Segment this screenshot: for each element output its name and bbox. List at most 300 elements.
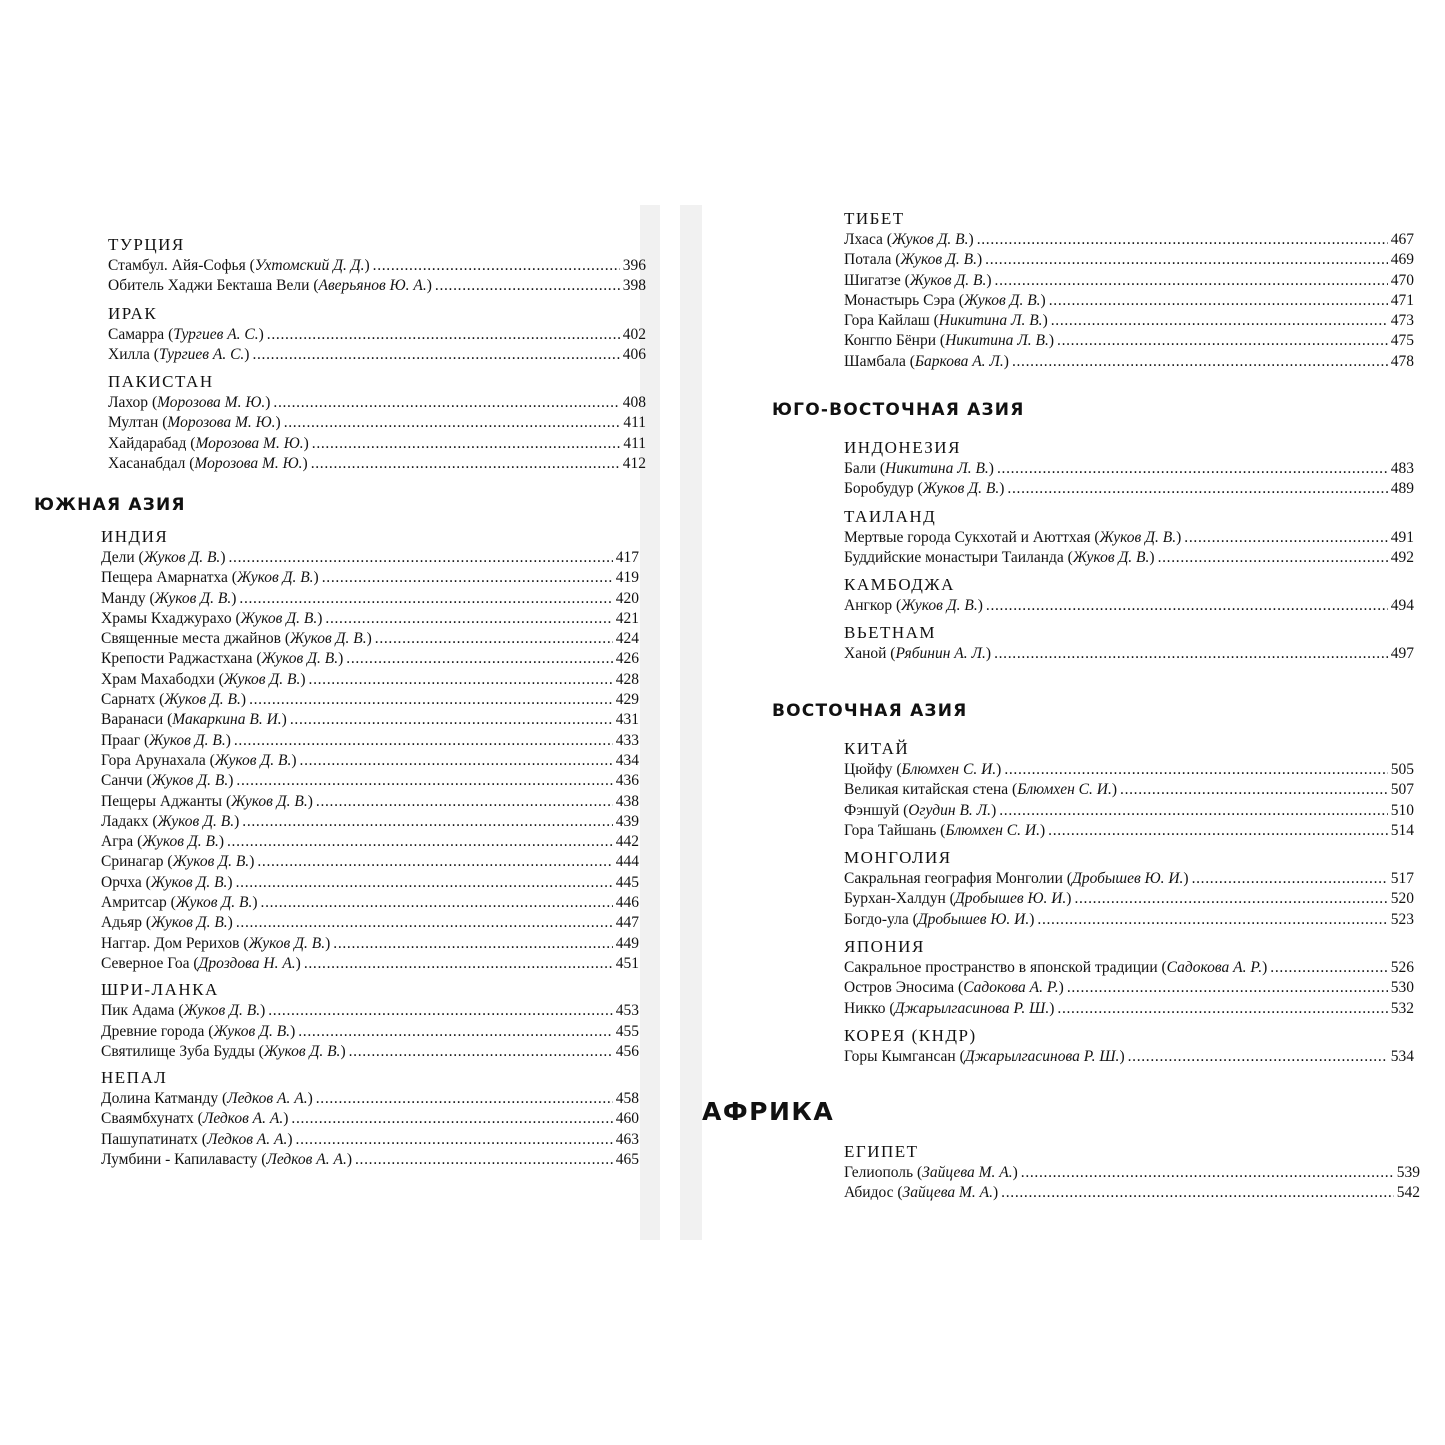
- leader-dots: [316, 792, 613, 812]
- entry-title: Крепости Раджастхана: [101, 650, 253, 668]
- leader-dots: [325, 609, 612, 629]
- entry-page-number: 526: [1390, 959, 1414, 977]
- entry-author: Жуков Д. В.: [214, 751, 292, 769]
- paren-close: ): [1012, 1164, 1018, 1181]
- paren-open: (: [204, 1022, 214, 1040]
- entry-page-number: 475: [1390, 332, 1414, 350]
- toc-entry: [101, 609, 639, 629]
- paren-open: (: [1063, 548, 1073, 566]
- paren-open: (: [1008, 781, 1018, 799]
- toc-list-korea: [844, 1047, 1414, 1067]
- paren-close: ): [275, 414, 281, 432]
- entry-page-number: 426: [615, 650, 639, 668]
- entry-title: Храмы Кхаджурахо: [101, 609, 232, 627]
- paren-open: (: [189, 954, 199, 972]
- leader-dots: [311, 454, 620, 474]
- leader-dots: [316, 1089, 613, 1109]
- entry-page-number: 460: [615, 1110, 639, 1128]
- region-heading-southeast-asia: ЮГО-ВОСТОЧНАЯ АЗИЯ: [772, 400, 1025, 420]
- entry-author: Жуков Д. В.: [143, 549, 221, 566]
- entry-author: Баркова А. Л.: [914, 352, 1004, 370]
- entry-page-number: 442: [615, 833, 639, 851]
- entry-title: Абидос: [844, 1184, 894, 1202]
- leader-dots: [995, 271, 1388, 291]
- toc-entry: [844, 644, 1414, 664]
- entry-author: Дроздова Н. А.: [198, 954, 296, 972]
- paren-open: (: [892, 597, 902, 615]
- leader-dots: [985, 250, 1388, 270]
- toc-entry: [108, 325, 646, 345]
- entry-page-number: 458: [615, 1090, 639, 1108]
- toc-entry: [101, 934, 639, 954]
- country-heading-tibet: ТИБЕТ: [844, 209, 905, 228]
- toc-list-iraq: [108, 325, 646, 366]
- paren-close: ): [996, 761, 1002, 778]
- country-heading-egypt: ЕГИПЕТ: [844, 1142, 919, 1161]
- paren-close: ): [986, 271, 992, 289]
- leader-dots: [273, 393, 619, 413]
- paren-close: ): [227, 873, 233, 891]
- paren-close: ): [260, 1002, 266, 1020]
- leader-dots: [994, 644, 1388, 664]
- leader-dots: [291, 1109, 612, 1129]
- paren-open: (: [245, 257, 255, 274]
- paren-open: (: [218, 1090, 228, 1108]
- entry-author: Морозова М. Ю.: [157, 394, 266, 412]
- entry-title: Санчи: [101, 772, 143, 790]
- region-heading-south-asia: ЮЖНАЯ АЗИЯ: [34, 495, 186, 515]
- leader-dots: [1021, 1163, 1394, 1183]
- entry-title: Буддийские монастыри Таиланда: [844, 548, 1064, 566]
- paren-close: ): [976, 251, 983, 269]
- entry-title: Лахор: [108, 394, 149, 412]
- entry-author: Жуков Д. В.: [901, 597, 978, 615]
- toc-entry: [101, 589, 639, 609]
- leader-dots: [236, 873, 613, 893]
- entry-title: Орчха: [101, 873, 142, 891]
- entry-page-number: 520: [1390, 890, 1414, 908]
- paren-open: (: [254, 1042, 264, 1060]
- paren-close: ): [1039, 821, 1046, 839]
- paren-close: ): [985, 645, 992, 663]
- entry-title: Дели: [101, 549, 135, 566]
- paren-close: ): [228, 772, 234, 790]
- entry-page-number: 483: [1390, 460, 1414, 477]
- leader-dots: [1007, 479, 1387, 499]
- leader-dots: [1074, 889, 1387, 909]
- entry-page-number: 514: [1390, 821, 1414, 839]
- entry-author: Блюмхен С. И.: [1017, 781, 1112, 799]
- toc-entry: [844, 459, 1414, 479]
- paren-open: (: [163, 853, 173, 871]
- entry-author: Ухтомский Д. Д.: [254, 257, 365, 274]
- leader-dots: [1057, 999, 1387, 1019]
- entry-title: Пещеры Аджанты: [101, 792, 223, 810]
- toc-entry: [844, 331, 1414, 351]
- entry-author: Тургиев А. С.: [158, 345, 245, 363]
- paren-open: (: [174, 1002, 184, 1020]
- toc-list-india: [101, 548, 639, 974]
- paren-open: (: [1090, 528, 1100, 546]
- paren-open: (: [214, 670, 224, 688]
- leader-dots: [1067, 978, 1388, 998]
- country-heading-japan: ЯПОНИЯ: [844, 937, 925, 957]
- paren-open: (: [193, 1110, 203, 1128]
- paren-open: (: [222, 792, 232, 810]
- leader-dots: [312, 434, 621, 454]
- country-heading-thailand: ТАИЛАНД: [844, 506, 937, 526]
- paren-close: ): [240, 691, 247, 709]
- entry-author: Жуков Д. В.: [263, 1042, 341, 1060]
- entry-title: Пашупатинатх: [101, 1130, 198, 1148]
- paren-close: ): [258, 325, 264, 343]
- paren-close: ): [1040, 291, 1046, 309]
- paren-open: (: [893, 1184, 903, 1202]
- toc-entry: [844, 1183, 1420, 1203]
- entry-title: Остров Эносима: [844, 979, 955, 997]
- paren-close: ): [991, 801, 997, 819]
- leader-dots: [261, 893, 613, 913]
- paren-close: ): [426, 277, 432, 295]
- paren-open: (: [905, 352, 915, 370]
- entry-page-number: 510: [1390, 801, 1414, 819]
- entry-author: Садокова А. Р.: [963, 979, 1059, 997]
- toc-entry: [844, 910, 1414, 930]
- leader-dots: [300, 751, 613, 771]
- paren-open: (: [155, 691, 165, 709]
- paren-close: ): [325, 934, 331, 952]
- paren-open: (: [257, 1151, 267, 1169]
- toc-entry: [101, 1150, 639, 1170]
- entry-author: Жуков Д. В.: [900, 251, 977, 269]
- paren-open: (: [900, 271, 910, 289]
- paren-close: ): [265, 394, 271, 412]
- entry-title: Северное Гоа: [101, 954, 190, 972]
- leader-dots: [309, 670, 613, 690]
- leader-dots: [296, 1130, 613, 1150]
- leader-dots: [1004, 760, 1387, 780]
- paren-open: (: [133, 833, 143, 851]
- entry-author: Никитина Л. В.: [885, 460, 989, 477]
- entry-author: Жуков Д. В.: [248, 934, 326, 952]
- entry-author: Ледков А. А.: [206, 1130, 288, 1148]
- toc-entry: [101, 568, 639, 588]
- entry-page-number: 467: [1390, 231, 1414, 248]
- entry-page-number: 408: [622, 394, 646, 412]
- paren-open: (: [936, 332, 946, 350]
- entry-author: Жуков Д. В.: [236, 569, 314, 587]
- entry-author: Жуков Д. В.: [223, 670, 301, 688]
- paren-close: ): [1149, 548, 1155, 566]
- entry-page-number: 465: [615, 1151, 639, 1169]
- entry-author: Макаркина В. И.: [172, 711, 282, 729]
- paren-open: (: [140, 731, 150, 749]
- leader-dots: [228, 548, 612, 568]
- left-page: [0, 0, 660, 1445]
- leader-dots: [1001, 1183, 1394, 1203]
- entry-title: Гелиополь: [844, 1164, 914, 1181]
- toc-list-tibet: [844, 230, 1414, 372]
- toc-entry: [844, 821, 1414, 841]
- entry-title: Святилище Зуба Будды: [101, 1042, 255, 1060]
- toc-entry: [101, 710, 639, 730]
- entry-author: Морозова М. Ю.: [167, 414, 276, 432]
- entry-page-number: 424: [615, 630, 639, 648]
- toc-entry: [844, 869, 1414, 889]
- entry-title: Сарнатх: [101, 691, 156, 709]
- entry-page-number: 431: [615, 711, 639, 729]
- entry-author: Жуков Д. В.: [150, 873, 228, 891]
- entry-page-number: 456: [615, 1042, 639, 1060]
- entry-author: Жуков Д. В.: [183, 1002, 261, 1020]
- paren-open: (: [891, 251, 901, 269]
- region-heading-africa: АФРИКА: [702, 1097, 835, 1126]
- entry-author: Морозова М. Ю.: [194, 455, 303, 473]
- entry-title: Цюйфу: [844, 761, 893, 778]
- entry-title: Сакральная география Монголии: [844, 870, 1063, 888]
- leader-dots: [1192, 869, 1388, 889]
- paren-close: ): [1058, 979, 1064, 997]
- entry-author: Жуков Д. В.: [1072, 548, 1150, 566]
- paren-open: (: [886, 645, 896, 663]
- leader-dots: [977, 230, 1388, 250]
- entry-title: Мултан: [108, 414, 159, 432]
- toc-entry: [844, 780, 1414, 800]
- entry-title: Обитель Хаджи Бекташа Вели: [108, 277, 310, 295]
- entry-title: Хасанабдал: [108, 455, 186, 473]
- paren-close: ): [1066, 890, 1072, 908]
- region-heading-east-asia: ВОСТОЧНАЯ АЗИЯ: [772, 701, 968, 721]
- toc-entry: [844, 999, 1414, 1019]
- entry-page-number: 507: [1390, 781, 1414, 799]
- entry-title: Пик Адама: [101, 1002, 175, 1020]
- paren-open: (: [148, 394, 158, 412]
- toc-list-china: [844, 760, 1414, 841]
- entry-title: Хайдарабад: [108, 434, 187, 452]
- entry-title: Самарра: [108, 325, 165, 343]
- paren-close: ): [1183, 870, 1189, 888]
- paren-close: ): [1048, 332, 1055, 350]
- entry-page-number: 434: [615, 751, 639, 769]
- paren-open: (: [309, 277, 319, 295]
- leader-dots: [242, 812, 612, 832]
- entry-page-number: 396: [622, 257, 646, 274]
- paren-open: (: [185, 455, 195, 473]
- leader-dots: [349, 1042, 613, 1062]
- paren-open: (: [1062, 870, 1072, 888]
- toc-entry: [101, 670, 639, 690]
- entry-page-number: 532: [1390, 999, 1414, 1017]
- leader-dots: [267, 325, 620, 345]
- entry-page-number: 438: [615, 792, 639, 810]
- entry-page-number: 470: [1390, 271, 1414, 289]
- toc-entry: [101, 1089, 639, 1109]
- paren-open: (: [955, 1047, 965, 1065]
- entry-page-number: 478: [1390, 352, 1414, 370]
- leader-dots: [257, 852, 612, 872]
- entry-author: Морозова М. Ю.: [195, 434, 304, 452]
- leader-dots: [1120, 780, 1388, 800]
- entry-page-number: 489: [1390, 480, 1414, 498]
- toc-list-mongolia: [844, 869, 1414, 930]
- entry-page-number: 444: [615, 853, 639, 871]
- entry-author: Жуков Д. В.: [164, 691, 241, 709]
- paren-open: (: [186, 434, 196, 452]
- entry-author: Жуков Д. В.: [157, 812, 235, 830]
- entry-title: Никко: [844, 999, 886, 1017]
- toc-entry: [844, 311, 1414, 331]
- leader-dots: [252, 345, 619, 365]
- entry-page-number: 455: [615, 1022, 639, 1040]
- leader-dots: [304, 954, 613, 974]
- toc-entry: [101, 751, 639, 771]
- paren-close: ): [231, 589, 237, 607]
- leader-dots: [1048, 821, 1388, 841]
- entry-title: Манду: [101, 589, 146, 607]
- leader-dots: [268, 1001, 613, 1021]
- leader-dots: [1184, 528, 1387, 548]
- entry-author: Никитина Л. В.: [945, 332, 1049, 350]
- paren-close: ): [364, 257, 370, 274]
- paren-close: ): [338, 650, 344, 668]
- entry-author: Жуков Д. В.: [909, 271, 987, 289]
- paren-close: ): [281, 711, 287, 729]
- paren-close: ): [300, 670, 306, 688]
- entry-title: Прааг: [101, 731, 141, 749]
- paren-close: ): [234, 812, 240, 830]
- entry-author: Садокова А. Р.: [1166, 959, 1263, 977]
- entry-page-number: 446: [615, 894, 639, 912]
- paren-close: ): [307, 1090, 313, 1108]
- toc-entry: [844, 1047, 1414, 1067]
- paren-close: ): [993, 1184, 999, 1202]
- leader-dots: [298, 1022, 613, 1042]
- entry-title: Сваямбхунатх: [101, 1110, 194, 1128]
- leader-dots: [435, 276, 620, 296]
- toc-entry: [844, 889, 1414, 909]
- paren-close: ): [307, 792, 313, 810]
- paren-open: (: [227, 569, 237, 587]
- toc-entry: [844, 596, 1414, 616]
- paren-close: ): [968, 231, 974, 248]
- paren-open: (: [142, 914, 152, 932]
- toc-entry: [101, 771, 639, 791]
- entry-author: Никитина Л. В.: [938, 312, 1043, 330]
- entry-page-number: 417: [615, 549, 639, 566]
- toc-entry: [101, 792, 639, 812]
- entry-title: Богдо-ула: [844, 910, 909, 928]
- paren-open: (: [882, 231, 892, 248]
- toc-entry: [108, 276, 646, 296]
- toc-entry: [108, 454, 646, 474]
- entry-page-number: 406: [622, 345, 646, 363]
- entry-author: Жуков Д. В.: [142, 833, 219, 851]
- country-heading-korea: КОРЕЯ (КНДР): [844, 1025, 977, 1045]
- leader-dots: [236, 771, 612, 791]
- paren-open: (: [231, 609, 241, 627]
- entry-title: Гора Кайлаш: [844, 312, 930, 330]
- entry-author: Жуков Д. В.: [963, 291, 1041, 309]
- paren-open: (: [145, 589, 155, 607]
- entry-page-number: 505: [1390, 761, 1414, 778]
- right-page: [680, 0, 1445, 1445]
- entry-title: Стамбул. Айя-Софья: [108, 257, 246, 274]
- country-heading-turkey: ТУРЦИЯ: [108, 235, 185, 254]
- entry-title: Храм Махабодхи: [101, 670, 215, 688]
- entry-page-number: 473: [1390, 312, 1414, 330]
- entry-title: Боробудур: [844, 480, 914, 498]
- entry-title: Бали: [844, 460, 876, 477]
- entry-page-number: 469: [1390, 251, 1414, 269]
- paren-open: (: [945, 890, 955, 908]
- toc-list-cambodia: [844, 596, 1414, 616]
- toc-entry: [844, 230, 1414, 250]
- entry-page-number: 523: [1390, 910, 1414, 928]
- entry-page-number: 471: [1390, 291, 1414, 309]
- paren-open: (: [149, 345, 159, 363]
- paren-close: ): [1111, 781, 1118, 799]
- leader-dots: [234, 731, 613, 751]
- leader-dots: [1037, 910, 1387, 930]
- entry-title: Ладакх: [101, 812, 149, 830]
- paren-close: ): [249, 853, 255, 871]
- entry-page-number: 451: [615, 954, 639, 972]
- paren-close: ): [977, 597, 983, 615]
- paren-close: ): [287, 1130, 293, 1148]
- toc-southeast-asia: [844, 437, 1414, 665]
- country-heading-nepal: НЕПАЛ: [101, 1068, 168, 1088]
- entry-page-number: 411: [623, 434, 646, 452]
- toc-entry: [101, 649, 639, 669]
- entry-page-number: 542: [1396, 1184, 1420, 1202]
- paren-close: ): [340, 1042, 346, 1060]
- leader-dots: [355, 1150, 613, 1170]
- entry-title: Монастырь Сэра: [844, 291, 955, 309]
- toc-entry: [101, 1042, 639, 1062]
- leader-dots: [333, 934, 612, 954]
- entry-author: Жуков Д. В.: [172, 853, 250, 871]
- entry-page-number: 530: [1390, 979, 1414, 997]
- toc-list-indonesia: [844, 459, 1414, 500]
- toc-list-japan: [844, 958, 1414, 1019]
- toc-entry: [108, 434, 646, 454]
- toc-entry: [844, 760, 1414, 780]
- paren-close: ): [346, 1151, 352, 1169]
- entry-author: Жуков Д. В.: [240, 609, 318, 627]
- entry-title: Гора Тайшань: [844, 821, 937, 839]
- toc-entry: [101, 731, 639, 751]
- entry-page-number: 539: [1396, 1164, 1420, 1181]
- paren-open: (: [936, 821, 946, 839]
- entry-page-number: 494: [1390, 597, 1414, 615]
- toc-africa: [844, 1141, 1420, 1204]
- leader-dots: [284, 413, 621, 433]
- entry-page-number: 428: [615, 670, 639, 688]
- entry-page-number: 412: [622, 455, 646, 473]
- entry-title: Конгпо Бёнри: [844, 332, 937, 350]
- paren-open: (: [954, 979, 964, 997]
- toc-turkey-iraq-pakistan: [108, 234, 646, 474]
- entry-author: Огудин В. Л.: [908, 801, 992, 819]
- leader-dots: [1049, 291, 1388, 311]
- paren-close: ): [1262, 959, 1268, 977]
- toc-entry: [101, 873, 639, 893]
- entry-author: Дробышев Ю. И.: [917, 910, 1030, 928]
- entry-title: Бурхан-Халдун: [844, 890, 946, 908]
- entry-author: Рябинин А. Л.: [895, 645, 986, 663]
- paren-close: ): [220, 549, 226, 566]
- country-heading-india: ИНДИЯ: [101, 527, 169, 546]
